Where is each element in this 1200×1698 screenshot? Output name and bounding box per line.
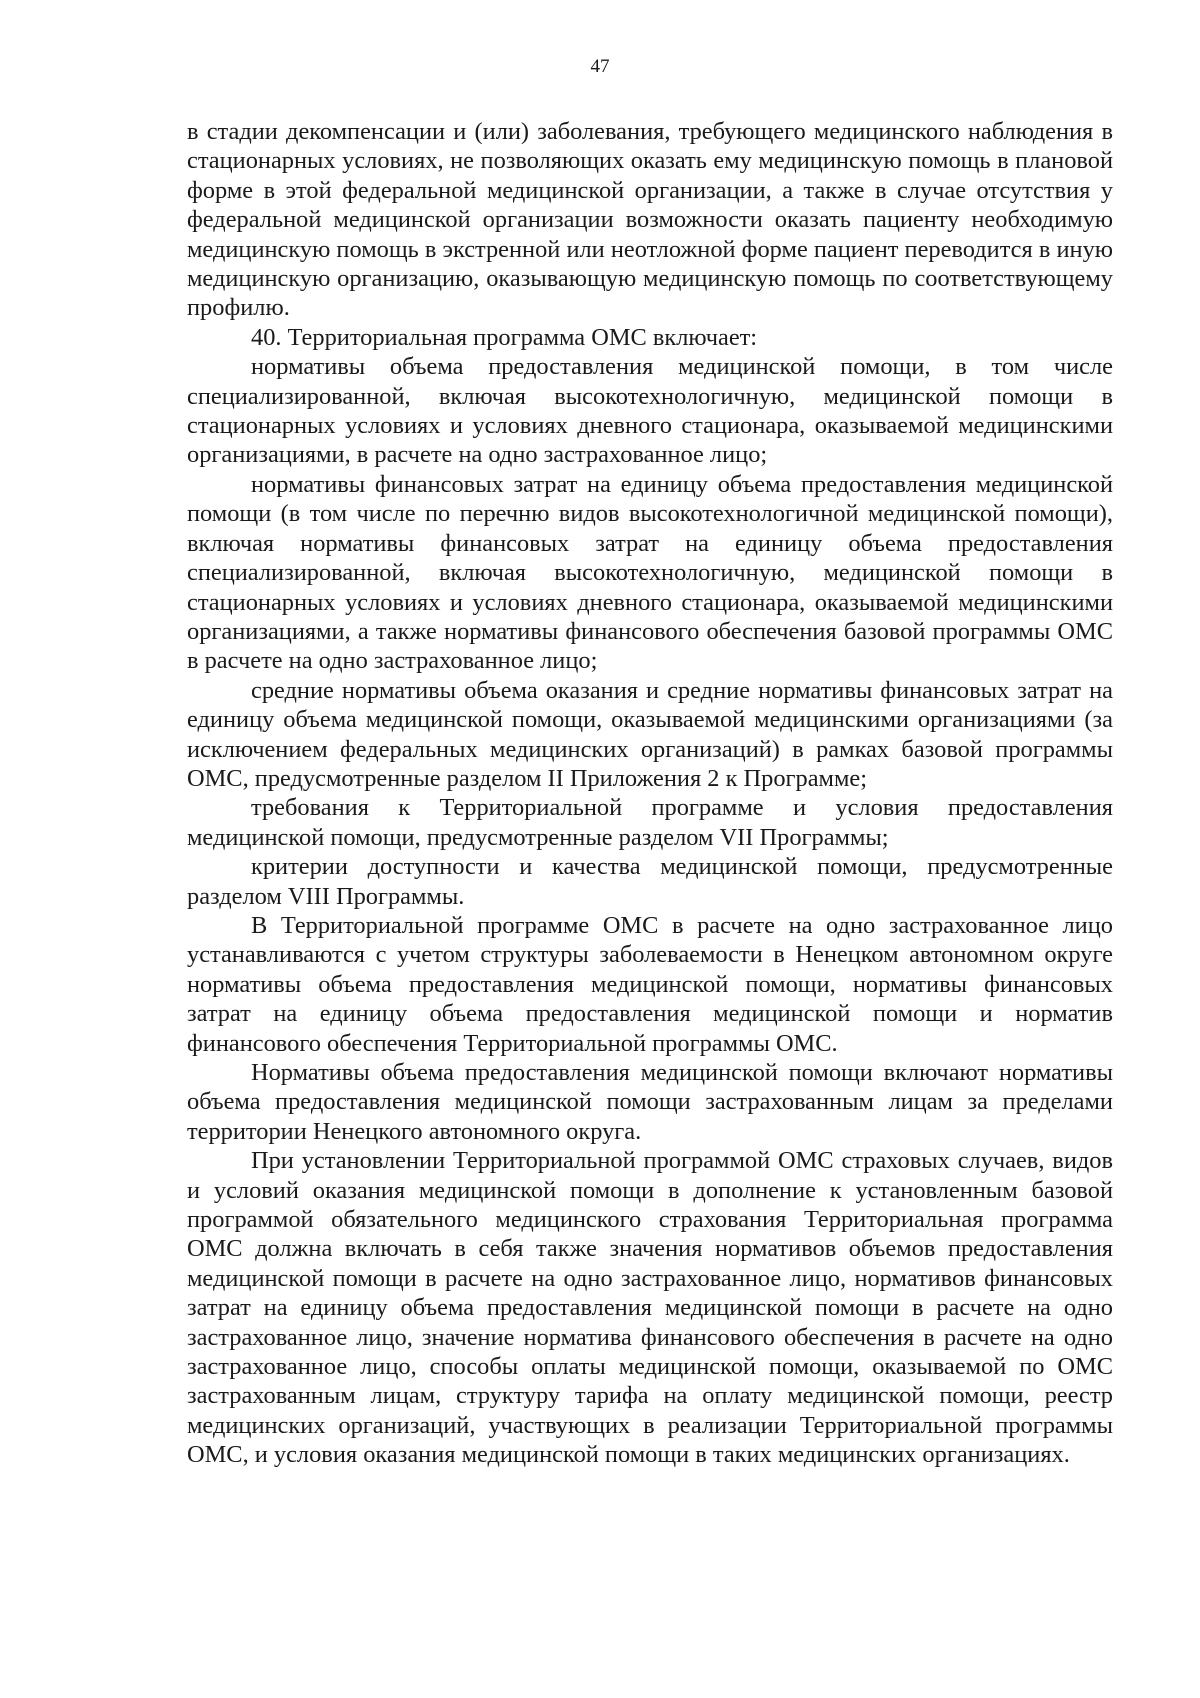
paragraph-out-of-territory: Нормативы объема предоставления медицинской помощи включают нормативы объема предоставления медицинской помощи застрахованным лицам за пределами территории Ненецкого автономного округа. [187, 1059, 1113, 1145]
paragraph-financial-norms: нормативы финансовых затрат на единицу объема предоставления медицинской помощи (в том числе по перечню видов высокотехнологичной медицинской помощи), включая нормативы финансовых затрат на единицу объема предоставления специализированной, включая высокотехнологичную, медицинской помощи в стационарных условиях и условиях дневного стационара, оказываемой медицинскими организациями, а также нормативы финансового обеспечения базовой программы ОМС в расчете на одно застрахованное лицо; [187, 470, 1113, 675]
document-body [187, 117, 1113, 1470]
paragraph-territorial-norms: В Территориальной программе ОМС в расчете на одно застрахованное лицо устанавливаются с учетом структуры заболеваемости в Ненецком автономном округе нормативы объема предоставления медицинской помощи, нормативы финансовых затрат на единицу объема предоставления медицинской помощи и норматив финансового обеспечения Территориальной программы ОМС. [187, 911, 1113, 1057]
paragraph-criteria: критерии доступности и качества медицинской помощи, предусмотренные разделом VIII Программы. [187, 853, 1113, 910]
paragraph-volume-norms: нормативы объема предоставления медицинской помощи, в том числе специализированной, включая высокотехнологичную, медицинской помощи в стационарных условиях и условиях дневного стационара, оказываемой медицинскими организациями, в расчете на одно застрахованное лицо; [187, 353, 1113, 469]
paragraph-average-norms: средние нормативы объема оказания и средние нормативы финансовых затрат на единицу объема медицинской помощи, оказываемой медицинскими организациями (за исключением федеральных медицинских организаций) в рамках базовой программы ОМС, предусмотренные разделом II Приложения 2 к Программе; [187, 676, 1113, 792]
paragraph-continuation: в стадии декомпенсации и (или) заболевания, требующего медицинского наблюдения в стационарных условиях, не позволяющих оказать ему медицинскую помощь в плановой форме в этой федеральной медицинской организации, а также в случае отсутствия у федеральной медицинской организации возможности оказать пациенту необходимую медицинскую помощь в экстренной или неотложной форме пациент переводится в иную медицинскую организацию, оказывающую медицинскую помощь по соответствующему профилю. [187, 118, 1113, 322]
paragraph-requirements: требования к Территориальной программе и условия предоставления медицинской помощи, предусмотренные разделом VII Программы; [187, 794, 1113, 851]
paragraph-section-40-heading: 40. Территориальная программа ОМС включает: [251, 323, 758, 351]
paragraph-additional-cases: При установлении Территориальной программой ОМС страховых случаев, видов и условий оказания медицинской помощи в дополнение к установленным базовой программой обязательного медицинского страхования Территориальная программа ОМС должна включать в себя также значения нормативов объемов предоставления медицинской помощи в расчете на одно застрахованное лицо, нормативов финансовых затрат на единицу объема предоставления медицинской помощи в расчете на одно застрахованное лицо, значение норматива финансового обеспечения в расчете на одно застрахованное лицо, способы оплаты медицинской помощи, оказываемой по ОМС застрахованным лицам, структуру тарифа на оплату медицинской помощи, реестр медицинских организаций, участвующих в реализации Территориальной программы ОМС, и условия оказания медицинской помощи в таких медицинских организациях. [187, 1147, 1113, 1469]
page-number: 47 [590, 56, 610, 77]
